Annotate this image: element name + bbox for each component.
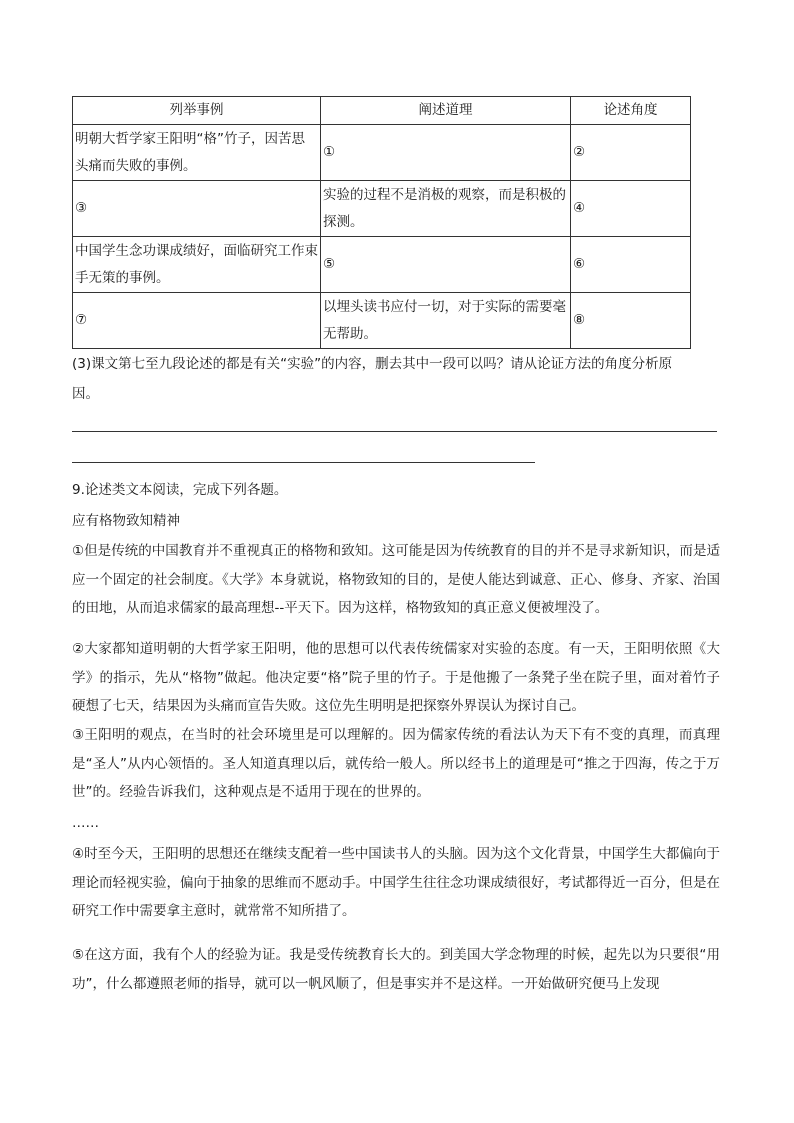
table-cell: ②	[571, 125, 691, 181]
table-cell: ④	[571, 181, 691, 237]
table-row	[73, 125, 691, 181]
table-cell: 实验的过程不是消极的观察，而是积极的探测。	[321, 181, 571, 237]
table-row	[73, 237, 691, 293]
table-cell: 明朝大哲学家王阳明“格”竹子，因苦思头痛而失败的事例。	[73, 125, 321, 181]
table-cell: 以埋头读书应付一切，对于实际的需要毫无帮助。	[321, 293, 571, 349]
table-header-row	[73, 97, 691, 125]
table-cell: ⑥	[571, 237, 691, 293]
table-cell: ⑤	[321, 237, 571, 293]
answer-line	[72, 431, 717, 432]
paragraph-5: ⑤在这方面，我有个人的经验为证。我是受传统教育长大的。到美国大学念物理的时候，起先以为只要很“用功”，什么都遵照老师的指导，就可以一帆风顺了，但是事实并不是这样。一开始做研究便马上发现	[72, 947, 720, 992]
table-header-cell: 阐述道理	[321, 97, 571, 125]
article-title: 应有格物致知精神	[72, 513, 180, 529]
table-cell: ①	[321, 125, 571, 181]
table-cell: ③	[73, 181, 321, 237]
table-row	[73, 293, 691, 349]
table-header-cell: 论述角度	[571, 97, 691, 125]
table-header-cell: 列举事例	[73, 97, 321, 125]
question-3-line-2: 因。	[72, 386, 99, 402]
ellipsis: ……	[72, 815, 99, 831]
paragraph-2: ②大家都知道明朝的大哲学家王阳明，他的思想可以代表传统儒家对实验的态度。有一天，王阳明依照《大学》的指示，先从“格物”做起。他决定要“格”院子里的竹子。于是他搬了一条凳子坐在院子里，面对着竹子硬想了七天，结果因为头痛而宣告失败。这位先生明明是把探察外界误认为探讨自己。	[72, 641, 720, 715]
paragraph-1: ①但是传统的中国教育并不重视真正的格物和致知。这可能是因为传统教育的目的并不是寻求新知识，而是适应一个固定的社会制度。《大学》本身就说，格物致知的目的，是使人能达到诚意、正心、修身、齐家、治国的田地，从而追求儒家的最高理想--平天下。因为这样，格物致知的真正意义便被埋没了。	[72, 543, 720, 617]
question-3-line-1: (3)课文第七至九段论述的都是有关“实验”的内容，删去其中一段可以吗？请从论证方法的角度分析原	[72, 356, 673, 372]
question-9-heading: 9.论述类文本阅读，完成下列各题。	[72, 482, 288, 498]
paragraph-4: ④时至今天，王阳明的思想还在继续支配着一些中国读书人的头脑。因为这个文化背景，中国学生大都偏向于理论而轻视实验，偏向于抽象的思维而不愿动手。中国学生往往念功课成绩很好，考试都得近一百分，但是在研究工作中需要拿主意时，就常常不知所措了。	[72, 846, 720, 920]
table-row	[73, 181, 691, 237]
paragraph-3: ③王阳明的观点，在当时的社会环境里是可以理解的。因为儒家传统的看法认为天下有不变的真理，而真理是“圣人”从内心领悟的。圣人知道真理以后，就传给一般人。所以经书上的道理是可“推之于四海，传之于万世”的。经验告诉我们，这种观点是不适用于现在的世界的。	[72, 727, 720, 801]
table-cell: ⑧	[571, 293, 691, 349]
table-cell: ⑦	[73, 293, 321, 349]
table-cell: 中国学生念功课成绩好，面临研究工作束手无策的事例。	[73, 237, 321, 293]
analysis-table	[72, 96, 691, 349]
answer-line	[72, 462, 535, 463]
